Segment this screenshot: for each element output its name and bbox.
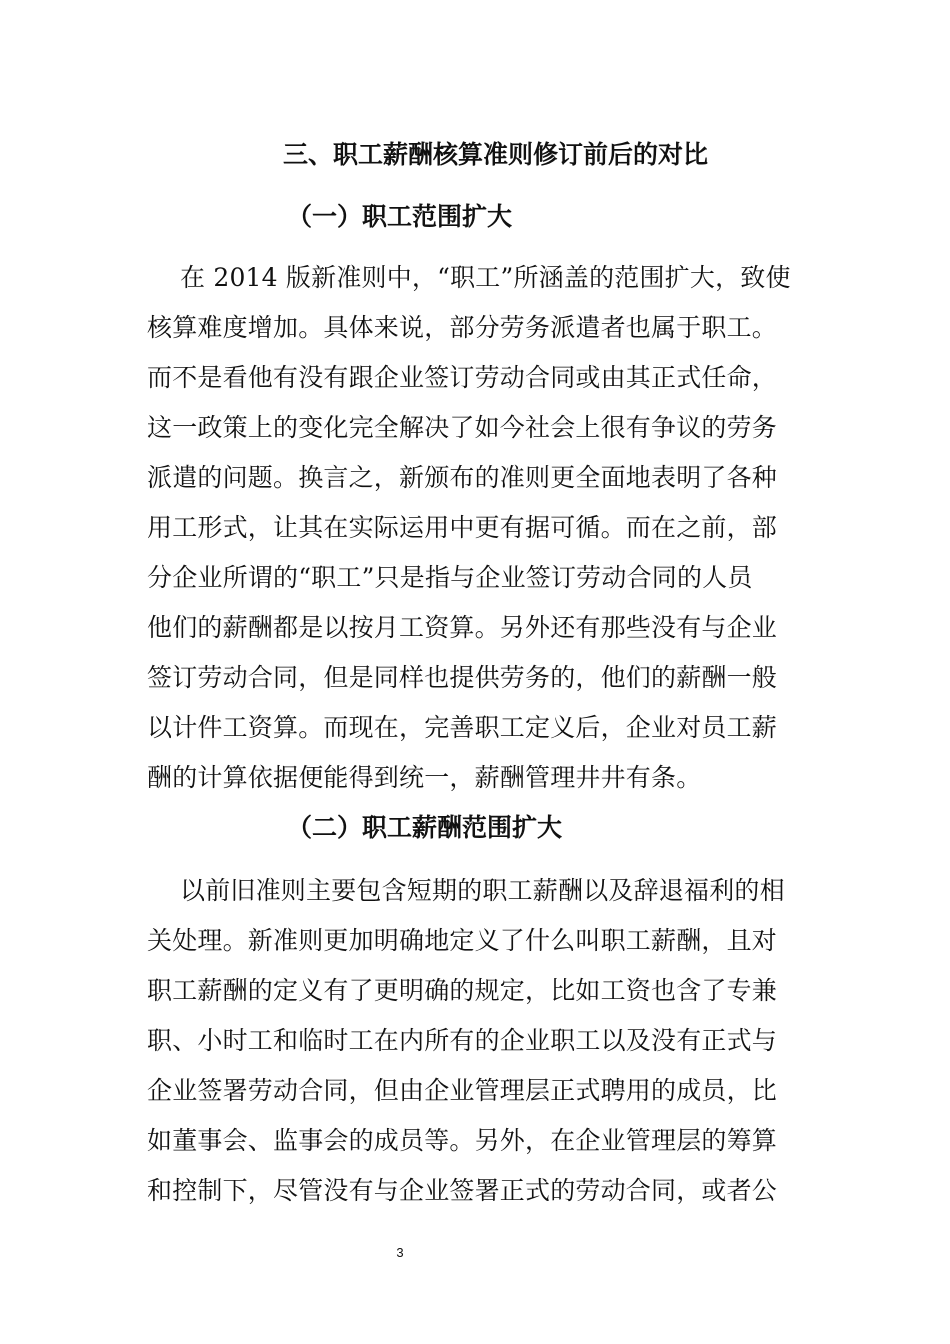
paragraph-1-line: 签订劳动合同，但是同样也提供劳务的，他们的薪酬一般 — [147, 663, 778, 692]
paragraph-2-line: 和控制下，尽管没有与企业签署正式的劳动合同，或者公 — [147, 1176, 778, 1205]
paragraph-1-line: 核算难度增加。具体来说，部分劳务派遣者也属于职工。 — [147, 313, 778, 342]
paragraph-1-line: 这一政策上的变化完全解决了如今社会上很有争议的劳务 — [147, 413, 778, 442]
paragraph-2-line: 关处理。新准则更加明确地定义了什么叫职工薪酬，且对 — [147, 926, 778, 955]
page-number: 3 — [396, 1245, 404, 1260]
paragraph-2-line: 职、小时工和临时工在内所有的企业职工以及没有正式与 — [147, 1026, 778, 1055]
paragraph-1-line: 而不是看他有没有跟企业签订劳动合同或由其正式任命， — [147, 363, 778, 392]
paragraph-1-line: 分企业所谓的“职工”只是指与企业签订劳动合同的人员 — [147, 563, 753, 592]
paragraph-1-line: 酬的计算依据便能得到统一，薪酬管理井井有条。 — [147, 763, 702, 792]
subsection-2-title: （二）职工薪酬范围扩大 — [287, 813, 563, 842]
paragraph-1-line: 在 2014 版新准则中，“职工”所涵盖的范围扩大，致使 — [180, 263, 791, 292]
paragraph-2-line: 职工薪酬的定义有了更明确的规定，比如工资也含了专兼 — [147, 976, 778, 1005]
paragraph-1-line: 派遣的问题。换言之，新颁布的准则更全面地表明了各种 — [147, 463, 778, 492]
paragraph-1-line: 他们的薪酬都是以按月工资算。另外还有那些没有与企业 — [147, 613, 778, 642]
paragraph-2-line: 如董事会、监事会的成员等。另外，在企业管理层的筹算 — [147, 1126, 778, 1155]
paragraph-2-line: 企业签署劳动合同，但由企业管理层正式聘用的成员，比 — [147, 1076, 778, 1105]
section-title: 三、职工薪酬核算准则修订前后的对比 — [283, 140, 709, 169]
paragraph-1-line: 以计件工资算。而现在，完善职工定义后，企业对员工薪 — [147, 713, 778, 742]
paragraph-2-line: 以前旧准则主要包含短期的职工薪酬以及辞退福利的相 — [180, 876, 785, 905]
paragraph-1-line: 用工形式，让其在实际运用中更有据可循。而在之前，部 — [147, 513, 778, 542]
subsection-1-title: （一）职工范围扩大 — [287, 202, 513, 231]
